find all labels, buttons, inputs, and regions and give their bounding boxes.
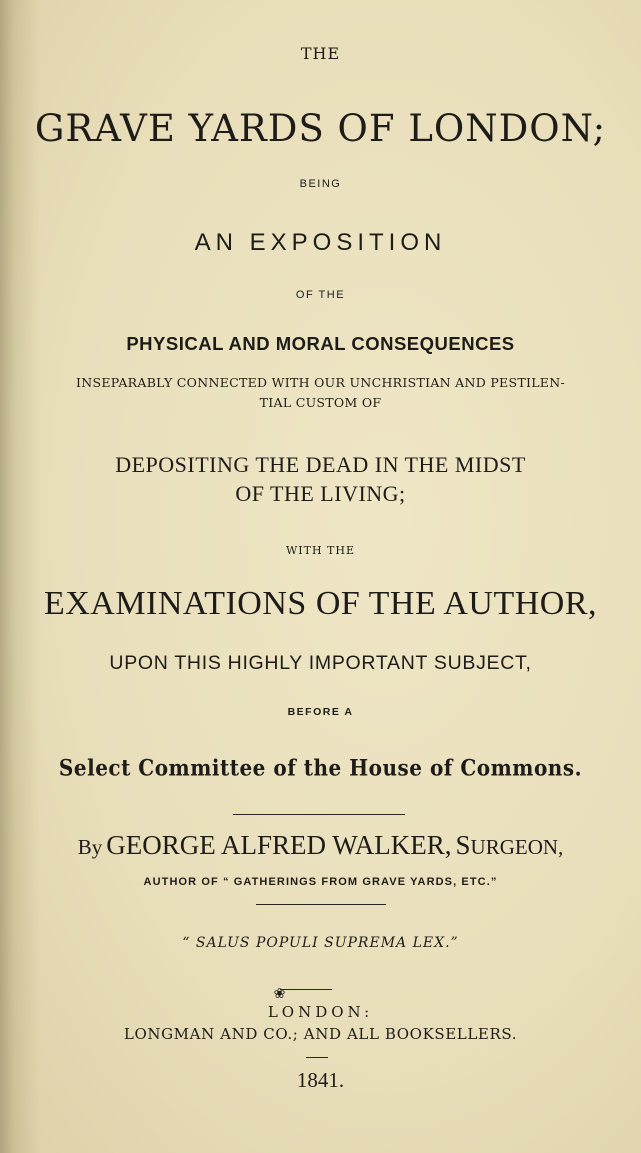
surgeon-rest: URGEON, — [470, 835, 564, 859]
divider-rule-tiny — [306, 1057, 328, 1058]
by-label: By — [77, 835, 103, 859]
author-name: GEORGE ALFRED WALKER, — [106, 830, 452, 860]
city-line: LONDON: — [267, 1003, 374, 1021]
the-label: THE — [300, 44, 341, 63]
inseparably-line-2: TIAL CUSTOM OF — [259, 395, 382, 410]
surgeon-initial: S — [455, 830, 471, 860]
upon-subject-line: UPON THIS HIGHLY IMPORTANT SUBJECT, — [109, 652, 532, 674]
with-the-label: WITH THE — [285, 544, 356, 557]
main-title: GRAVE YARDS OF LONDON; — [34, 107, 607, 150]
divider-rule-upper — [233, 814, 405, 815]
of-the-label: OF THE — [295, 289, 346, 301]
exposition-heading: AN EXPOSITION — [194, 229, 447, 256]
depositing-line-2: OF THE LIVING; — [235, 481, 406, 506]
examinations-heading: EXAMINATIONS OF THE AUTHOR, — [43, 585, 598, 622]
motto-line: “ SALUS POPULI SUPREMA LEX.” — [182, 935, 459, 951]
before-a-label: BEFORE A — [287, 706, 354, 718]
publisher-line: LONGMAN AND CO.; AND ALL BOOKSELLERS. — [123, 1025, 518, 1043]
being-label: BEING — [299, 178, 342, 190]
year-line: 1841. — [296, 1068, 345, 1092]
depositing-line-1: DEPOSITING THE DEAD IN THE MIDST — [115, 452, 526, 477]
ornament-mark: ❀ — [273, 986, 286, 1002]
committee-line: Select Committee of the House of Commons. — [58, 754, 583, 782]
divider-rule-middle — [256, 904, 386, 905]
divider-rule-short — [280, 989, 332, 990]
author-line — [0, 830, 641, 861]
consequences-heading: PHYSICAL AND MORAL CONSEQUENCES — [126, 333, 515, 354]
author-of-line: AUTHOR OF “ GATHERINGS FROM GRAVE YARDS, ETC.” — [143, 876, 498, 888]
inseparably-line-1: INSEPARABLY CONNECTED WITH OUR UNCHRISTIAN AND PESTILEN- — [76, 375, 565, 390]
